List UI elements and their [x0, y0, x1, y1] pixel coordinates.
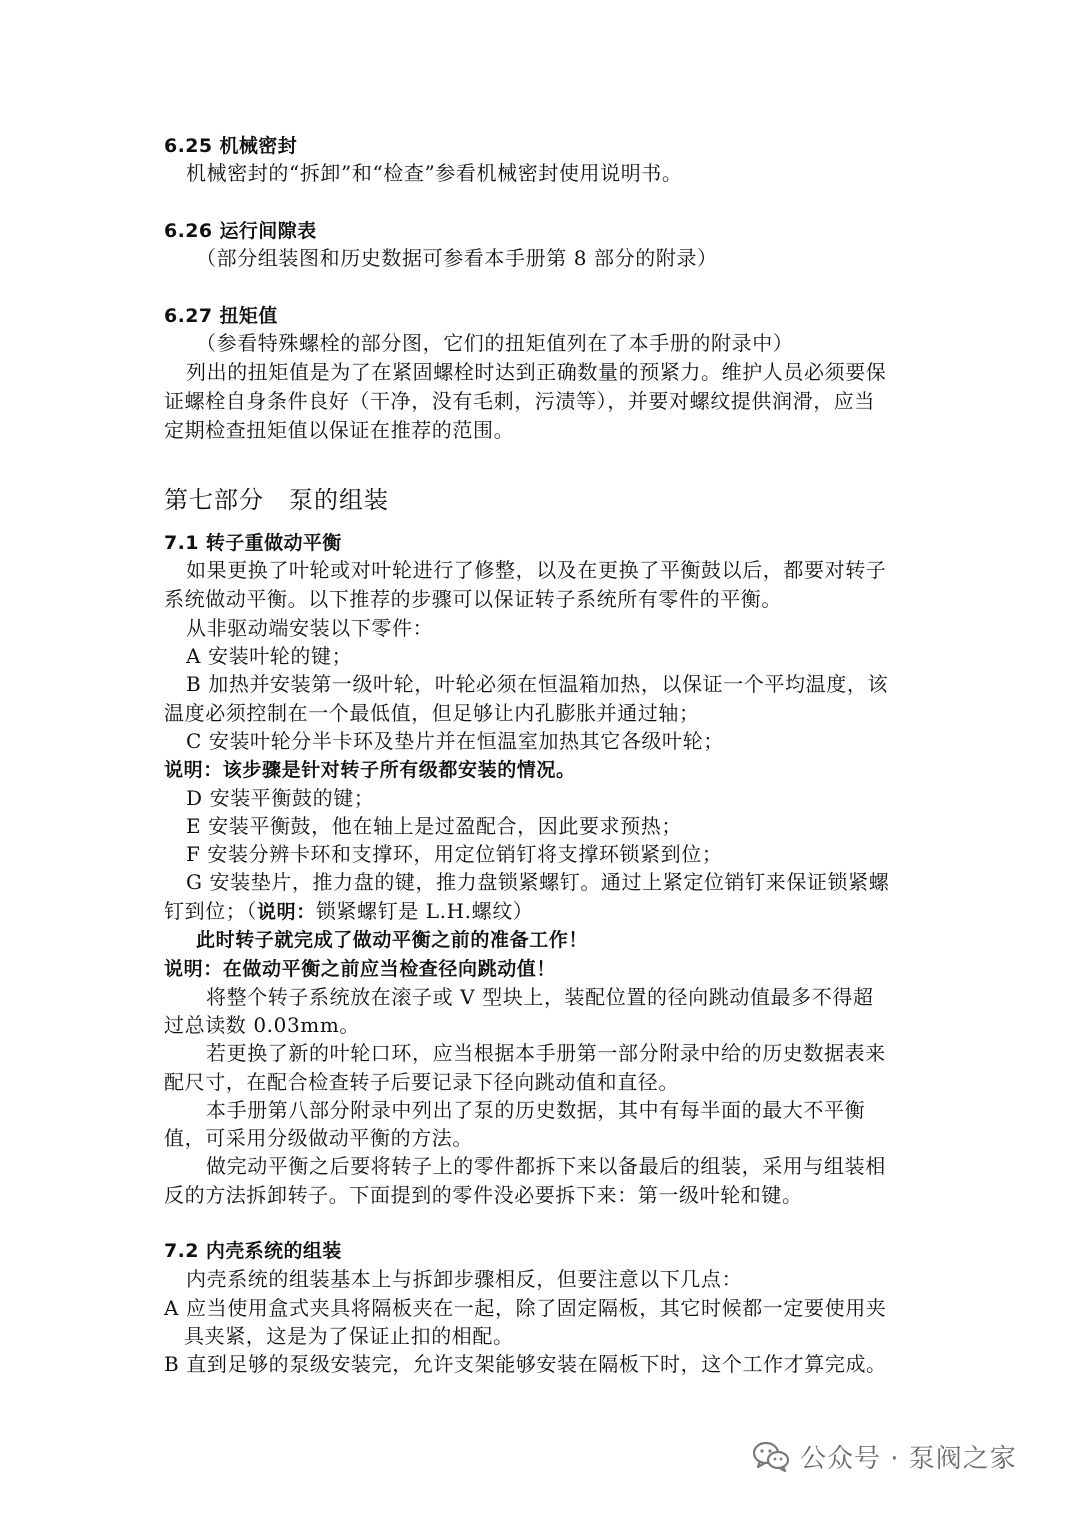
paragraph-line: 如果更换了叶轮或对叶轮进行了修整，以及在更换了平衡鼓以后，都要对转子: [186, 558, 887, 582]
list-item-g: G 安装垫片，推力盘的键，推力盘锁紧螺钉。通过上紧定位销钉来保证锁紧螺: [186, 870, 890, 894]
list-item-a: A 应当使用盒式夹具将隔板夹在一起，除了固定隔板，其它时候都一定要使用夹: [164, 1296, 887, 1320]
text-run: 锁紧螺钉是 L.H.螺纹）: [315, 899, 534, 923]
list-item-b: B 加热并安装第一级叶轮，叶轮必须在恒温箱加热，以保证一个平均温度，该: [186, 672, 889, 696]
section-heading-6-26: 6.26 运行间隙表: [164, 220, 317, 242]
paragraph-line: 温度必须控制在一个最低值，但足够让内孔膨胀并通过轴；: [164, 701, 700, 725]
section-heading-7-2: 7.2 内壳系统的组装: [164, 1240, 342, 1262]
watermark-text: 公众号 · 泵阀之家: [800, 1443, 1017, 1474]
list-item-b: B 直到足够的泵级安装完，允许支架能够安装在隔板下时，这个工作才算完成。: [164, 1352, 887, 1376]
wechat-icon: [752, 1440, 790, 1472]
paragraph-line: 本手册第八部分附录中列出了泵的历史数据，其中有每半面的最大不平衡: [206, 1098, 866, 1122]
list-item-a: A 安装叶轮的键；: [186, 644, 353, 668]
paragraph-line: 做完动平衡之后要将转子上的零件都拆下来以备最后的组装，采用与组装相: [206, 1154, 886, 1178]
paragraph-line: 证螺栓自身条件良好（干净，没有毛刺，污渍等），并要对螺纹提供润滑，应当: [164, 389, 875, 413]
paragraph-line: 反的方法拆卸转子。下面提到的零件没必要拆下来：第一级叶轮和键。: [164, 1183, 803, 1207]
watermark: [752, 1436, 1017, 1476]
note-line: 说明：在做动平衡之前应当检查径向跳动值！: [164, 958, 557, 980]
paragraph-line: 将整个转子系统放在滚子或 V 型块上，装配位置的径向跳动值最多不得超: [206, 985, 874, 1009]
paragraph-line: 具夹紧，这是为了保证止扣的相配。: [184, 1324, 514, 1348]
list-item-d: D 安装平衡鼓的键；: [186, 786, 375, 810]
section-heading-6-25: 6.25 机械密封: [164, 135, 298, 157]
paragraph-line: 若更换了新的叶轮口环，应当根据本手册第一部分附录中给的历史数据表来: [206, 1041, 886, 1065]
paragraph-line: 配尺寸，在配合检查转子后要记录下径向跳动值和直径。: [164, 1070, 679, 1094]
text-run: 钉到位；（: [164, 899, 257, 923]
note-label: 说明：: [257, 901, 316, 923]
section-heading-6-27: 6.27 扭矩值: [164, 305, 278, 327]
paragraph-line: 值，可采用分级做动平衡的方法。: [164, 1126, 473, 1150]
chapter-title: 第七部分 泵的组装: [164, 486, 389, 514]
paragraph-line: 机械密封的“拆卸”和“检查”参看机械密封使用说明书。: [186, 161, 683, 185]
paragraph-line: [164, 897, 533, 926]
paragraph-line: 内壳系统的组装基本上与拆卸步骤相反，但要注意以下几点：: [186, 1267, 743, 1291]
paragraph-line: （参看特殊螺栓的部分图，它们的扭矩值列在了本手册的附录中）: [196, 331, 794, 355]
list-item-c: C 安装叶轮分半卡环及垫片并在恒温室加热其它各级叶轮；: [186, 729, 724, 753]
emphasis-line: 此时转子就完成了做动平衡之前的准备工作！: [196, 929, 589, 951]
paragraph-line: 从非驱动端安装以下零件：: [186, 616, 434, 640]
paragraph-line: 过总读数 0.03mm。: [164, 1013, 361, 1037]
paragraph-line: （部分组装图和历史数据可参看本手册第 8 部分的附录）: [196, 246, 718, 270]
list-item-e: E 安装平衡鼓，他在轴上是过盈配合，因此要求预热；: [186, 814, 682, 838]
paragraph-line: 系统做动平衡。以下推荐的步骤可以保证转子系统所有零件的平衡。: [164, 587, 782, 611]
section-heading-7-1: 7.1 转子重做动平衡: [164, 532, 342, 554]
list-item-f: F 安装分辨卡环和支撑环，用定位销钉将支撑环锁紧到位；: [186, 842, 723, 866]
note-line: 说明：该步骤是针对转子所有级都安装的情况。: [164, 759, 576, 781]
paragraph-line: 定期检查扭矩值以保证在推荐的范围。: [164, 418, 515, 442]
paragraph-line: 列出的扭矩值是为了在紧固螺栓时达到正确数量的预紧力。维护人员必须要保: [186, 360, 887, 384]
